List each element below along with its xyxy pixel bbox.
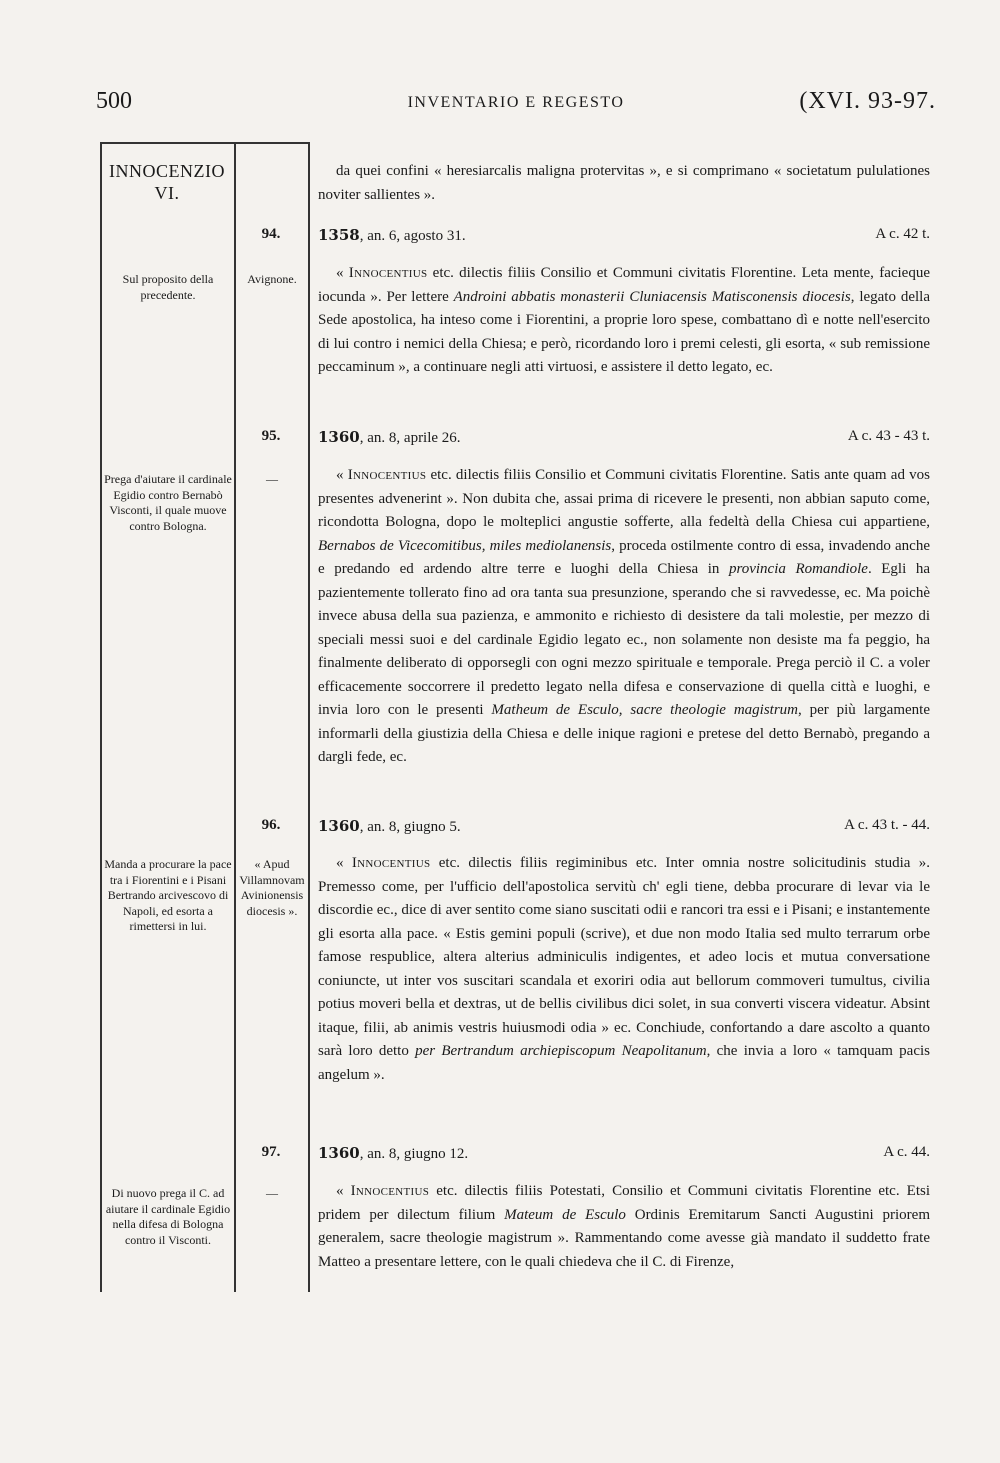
entry-year: 1360 bbox=[318, 817, 360, 835]
entry-paragraph: « Innocentius etc. dilectis filiis regiminibus etc. Inter omnia nostre solicitudinis studia ». Premesso come, per l'ufficio dell'apostolica servitù ch' egli tiene, debba procurare di levar via le discordie ec., dice di aver sentito come siano suscitati odii e rancori tra essi e i Pisani; e instantemente gli esorta alla pace. « Estis gemini populi (scrive), et due non modo Italia sed multo terrarum orbe famose respublice, altera alterius adminiculis indigentes, et adeo locis et mutua conversatione coniuncte, ut inter vos suscitari scandala et exoriri odia aut bellorum commoveri tumultus, civilia potius moveri bella et dextras, ut de bellis civilibus dici solet, in sua converti viscera videatur. Absint itaque, filii, ab animis vestris huiusmodi odia » ec. Conchiude, confortando a dare ascolto a quanto sarà loro detto per Bertrandum archiepiscopum Neapolitanum, che invia a loro « tamquam pacis angelum ». bbox=[318, 855, 930, 1083]
pope-heading bbox=[100, 160, 234, 204]
page-number: 500 bbox=[96, 88, 132, 114]
entry-text bbox=[318, 1180, 930, 1274]
entry-year: 1360 bbox=[318, 428, 360, 446]
entry-ref: A c. 42 t. bbox=[875, 226, 930, 242]
header-rule bbox=[100, 142, 308, 144]
entry-summary: Manda a procurare la pace tra i Fiorentini e i Pisani Bertrando arcivescovo di Napoli, ed esorta a rimettersi in lui. bbox=[104, 857, 232, 933]
entry-place: Avignone. bbox=[247, 272, 297, 286]
entry-summary: Sul proposito della precedente. bbox=[122, 272, 214, 302]
entry-year: 1360 bbox=[318, 1144, 360, 1162]
entry-paragraph: « Innocentius etc. dilectis filiis Potestati, Consilio et Communi civitatis Florentine etc. Etsi pridem per dilectum filium Mateum de Esculo Ordinis Eremitarum Sancti Augustini priorem generalem, sacre theologie magistrum ». Rammentando come avesse già mandato il suddetto frate Matteo a presentare lettere, con le quali chiedeva che il C. di Firenze, bbox=[318, 1183, 930, 1270]
entry-number: 96. bbox=[261, 817, 281, 833]
intro-paragraph: da quei confini « heresiarcalis maligna protervitas », e si comprimano « societatum pululationes noviter sallientes ». bbox=[318, 163, 930, 203]
entry-number: 94. bbox=[261, 226, 281, 242]
entry-date bbox=[318, 226, 930, 245]
entry-ref: A c. 44. bbox=[883, 1144, 930, 1160]
entry-text bbox=[318, 852, 930, 1087]
entry-date bbox=[318, 1144, 930, 1163]
entry-summary: Di nuovo prega il C. ad aiutare il cardinale Egidio nella difesa di Bologna contro il Visconti. bbox=[105, 1186, 231, 1247]
intro-text bbox=[318, 160, 930, 207]
entry-paragraph: « Innocentius etc. dilectis filiis Consilio et Communi civitatis Florentine. Leta mente, facieque iocunda ». Per lettere Androini abbatis monasterii Cluniacensis Matisconensis diocesis, legato della Sede apostolica, ha inteso come i Fiorentini, a proprie loro spese, combattano dì e notte nell'esercito di lui contro i nemici della Chiesa; e però, ricordando loro i premi celesti, gli esorta, « sub remissione peccaminum », a continuare negli atti virtuosi, e assistere il detto legato, ec. bbox=[318, 265, 930, 375]
running-title: INVENTARIO E REGESTO bbox=[407, 94, 625, 111]
entry-date-text: , an. 6, agosto 31. bbox=[359, 228, 466, 244]
entry-range: (XVI. 93-97. bbox=[799, 88, 936, 114]
entry-date-text: , an. 8, giugno 12. bbox=[359, 1146, 469, 1162]
entry-text bbox=[318, 464, 930, 770]
column-rule-right bbox=[308, 142, 310, 1292]
entry-summary: Prega d'aiutare il cardinale Egidio contro Bernabò Visconti, il quale muove contro Bologna. bbox=[104, 472, 232, 533]
entry-date-text: , an. 8, aprile 26. bbox=[359, 430, 461, 446]
entry-paragraph: « Innocentius etc. dilectis filiis Consilio et Communi civitatis Florentine. Satis ante quam ad vos presentes advenerint ». Non dubita che, assai prima di ricevere le presenti, non abbian saputo come, ricondotta Bologna, dopo le molteplici angustie sofferte, alla fedeltà della Chiesa cui appartiene, Bernabos de Vicecomitibus, miles mediolanensis, proceda ostilmente contro di essa, invadendo anche e predando ed ardendo altre terre e luoghi della Chiesa in provincia Romandiole. Egli ha pazientemente tollerato fino ad ora tanta sua presunzione, sperando che si ravvedesse, ec. Ma poichè invece abusa della sua pazienza, e ammonito e richiesto di desistere da tali molestie, per mezzo di speciali messi suoi e del cardinale Egidio legato ec., non solamente non desiste ma fa peggio, ha finalmente deliberato di opporsegli con ogni mezzo spirituale e temporale. Prega perciò il C. a voler efficacemente soccorrere il predetto legato nella difesa e conservazione di quella città e luoghi, e invia loro con le presenti Matheum de Esculo, sacre theologie magistrum, per più largamente informarli della giustizia della Chiesa e delle inique ragioni e pretese del detto Bernabò, pregando a dargli fede, ec. bbox=[318, 467, 930, 765]
column-rule-left bbox=[100, 142, 102, 1292]
column-rule-middle bbox=[234, 142, 236, 1292]
entry-ref: A c. 43 t. - 44. bbox=[844, 817, 930, 833]
entry-place: — bbox=[266, 472, 278, 486]
entry-year: 1358 bbox=[318, 226, 360, 244]
pope-ordinal: VI. bbox=[154, 183, 180, 203]
entry-place: « Apud Villamnovam Avinionensis diocesis ». bbox=[239, 857, 305, 918]
entry-ref: A c. 43 - 43 t. bbox=[847, 428, 930, 444]
entry-date bbox=[318, 817, 930, 836]
page-header bbox=[96, 88, 936, 128]
pope-name: INNOCENZIO bbox=[109, 161, 225, 181]
entry-date bbox=[318, 428, 930, 447]
entry-date-text: , an. 8, giugno 5. bbox=[359, 819, 461, 835]
entry-text bbox=[318, 262, 930, 380]
entry-number: 97. bbox=[261, 1144, 281, 1160]
entry-number: 95. bbox=[261, 428, 281, 444]
entry-place: — bbox=[266, 1186, 278, 1200]
